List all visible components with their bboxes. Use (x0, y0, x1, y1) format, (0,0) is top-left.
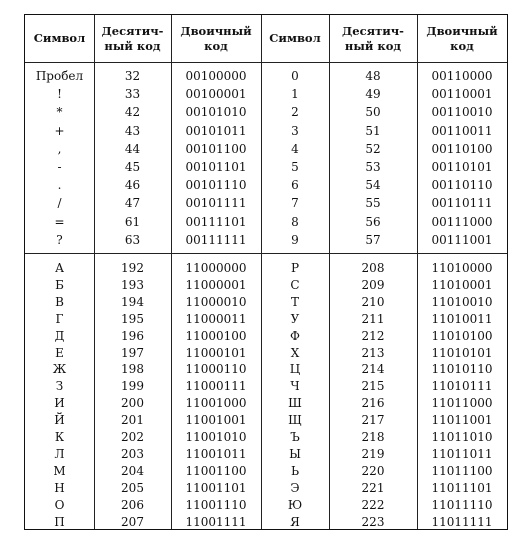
binary-cell: 11000100 (185, 328, 247, 343)
decimal-cell: 56 (365, 214, 381, 229)
binary-cell: 11001110 (185, 497, 247, 512)
symbol-cell: * (56, 105, 63, 120)
binary-cell: 11000011 (185, 311, 247, 326)
decimal-cell: 206 (121, 497, 144, 512)
decimal-cell: 44 (124, 141, 141, 156)
binary-cell: 00101110 (185, 178, 247, 193)
symbol-cell: Ю (287, 497, 303, 512)
binary-cell: 00110001 (431, 87, 493, 102)
symbol-cell: Д (54, 328, 65, 343)
table-header (25, 15, 507, 62)
symbol-cell: 8 (291, 214, 299, 229)
header-symbol: Символ (33, 31, 86, 45)
decimal-cell: 55 (365, 196, 381, 211)
decimal-cell: 199 (121, 379, 144, 394)
symbol-cell: ! (57, 87, 62, 102)
decimal-cell: 193 (121, 277, 144, 292)
symbol-cell: Ч (290, 379, 300, 394)
symbol-cell: О (54, 497, 65, 512)
decimal-cell: 194 (121, 294, 144, 309)
table-row (25, 464, 507, 479)
decimal-cell: 198 (121, 362, 144, 377)
table-row (25, 295, 507, 310)
decimal-cell: 212 (361, 328, 385, 343)
symbol-cell: Я (290, 514, 300, 529)
decimal-cell: 45 (124, 160, 141, 174)
table-row (25, 396, 507, 411)
binary-cell: 00110100 (431, 141, 493, 156)
decimal-cell: 46 (124, 178, 141, 193)
symbol-cell: 5 (291, 160, 299, 174)
binary-cell: 11001101 (185, 480, 247, 495)
table-row (25, 515, 507, 530)
decimal-cell: 201 (121, 413, 144, 428)
binary-cell: 11001100 (185, 463, 247, 478)
decimal-cell: 61 (124, 214, 141, 229)
header-decimal-code: Десятич- ный код (101, 23, 164, 53)
binary-cell: 11001010 (185, 430, 247, 444)
symbol-cell: У (290, 311, 300, 326)
decimal-cell: 43 (124, 123, 141, 138)
binary-cell: 11010000 (431, 261, 493, 275)
decimal-cell: 203 (121, 446, 144, 461)
decimal-cell: 205 (121, 480, 144, 495)
decimal-cell: 57 (365, 232, 381, 247)
decimal-cell: 51 (365, 123, 381, 138)
decimal-cell: 48 (365, 69, 381, 83)
symbol-cell: Й (54, 413, 65, 428)
symbol-cell: М (53, 463, 66, 478)
binary-cell: 11010011 (431, 311, 493, 326)
decimal-cell: 214 (361, 362, 385, 377)
binary-cell: 00111111 (185, 232, 247, 247)
symbol-cell: + (54, 123, 65, 138)
decimal-cell: 208 (361, 261, 385, 275)
table-row (25, 261, 507, 276)
decimal-cell: 200 (121, 396, 144, 411)
symbol-cell: Е (55, 345, 64, 360)
symbol-cell: 2 (291, 105, 299, 120)
binary-cell: 11010001 (431, 277, 493, 292)
decimal-cell: 32 (124, 69, 141, 83)
table-row (25, 233, 507, 248)
binary-cell: 00101100 (185, 141, 247, 156)
binary-cell: 00100001 (185, 87, 247, 102)
decimal-cell: 197 (121, 345, 144, 360)
decimal-cell: 215 (361, 379, 385, 394)
table-row (25, 215, 507, 230)
binary-cell: 00101011 (185, 123, 247, 138)
decimal-cell: 196 (121, 328, 144, 343)
binary-cell: 11011110 (431, 497, 493, 512)
symbol-cell: ? (56, 232, 63, 247)
binary-cell: 00110011 (431, 123, 493, 138)
decimal-cell: 222 (361, 497, 385, 512)
binary-cell: 11011100 (431, 463, 493, 478)
decimal-cell: 202 (121, 430, 144, 444)
binary-cell: 11000101 (185, 345, 247, 360)
table-row (25, 87, 507, 102)
symbol-cell: Пробел (35, 69, 84, 83)
table-row (25, 178, 507, 193)
symbol-cell: Ъ (290, 430, 300, 444)
decimal-cell: 192 (121, 261, 144, 275)
symbol-cell: С (290, 277, 300, 292)
binary-cell: 00101111 (185, 196, 247, 211)
symbol-cell: Г (55, 311, 64, 326)
decimal-cell: 221 (361, 480, 385, 495)
table-row (25, 160, 507, 175)
symbol-cell: З (55, 379, 64, 394)
binary-cell: 11010111 (431, 379, 493, 394)
table-row (25, 196, 507, 211)
decimal-cell: 218 (361, 430, 385, 444)
symbol-cell: Н (54, 480, 65, 495)
decimal-cell: 210 (361, 294, 385, 309)
decimal-cell: 47 (124, 196, 141, 211)
binary-cell: 11010110 (431, 362, 493, 377)
table-row (25, 312, 507, 327)
binary-cell: 11011000 (431, 396, 493, 411)
symbol-cell: 9 (291, 232, 299, 247)
binary-cell: 00110101 (431, 160, 493, 174)
decimal-cell: 223 (361, 514, 385, 529)
symbol-cell: Ь (290, 463, 300, 478)
section-divider (25, 253, 507, 254)
binary-cell: 11000110 (185, 362, 247, 377)
symbol-cell: К (54, 430, 65, 444)
binary-cell: 11001011 (185, 446, 247, 461)
table-row (25, 105, 507, 120)
decimal-cell: 209 (361, 277, 385, 292)
symbol-cell: Х (290, 345, 300, 360)
binary-cell: 11010101 (431, 345, 493, 360)
symbol-cell: Ы (289, 446, 301, 461)
table-row (25, 362, 507, 377)
binary-cell: 11011011 (431, 446, 493, 461)
table-row (25, 413, 507, 428)
decimal-cell: 220 (361, 463, 385, 478)
binary-cell: 00110000 (431, 69, 493, 83)
binary-cell: 11011111 (431, 514, 493, 529)
symbol-cell: И (54, 396, 65, 411)
symbol-cell: 0 (291, 69, 299, 83)
symbol-cell: Ц (289, 362, 301, 377)
header-divider (25, 62, 507, 63)
header-symbol: Символ (269, 31, 321, 45)
binary-cell: 00110111 (431, 196, 493, 211)
binary-cell: 00101010 (185, 105, 247, 120)
decimal-cell: 49 (365, 87, 381, 102)
decimal-cell: 54 (365, 178, 381, 193)
header-binary-code: Двоичный код (426, 23, 498, 53)
binary-cell: 11011101 (431, 480, 493, 495)
table-row (25, 69, 507, 84)
symbol-cell: 1 (291, 87, 299, 102)
table-row (25, 379, 507, 394)
header-binary-code: Двоичный код (180, 23, 252, 53)
binary-cell: 00111001 (431, 232, 493, 247)
symbol-cell: А (54, 261, 65, 275)
table-row (25, 481, 507, 496)
decimal-cell: 211 (361, 311, 385, 326)
binary-cell: 00110110 (431, 178, 493, 193)
binary-cell: 11001000 (185, 396, 247, 411)
symbol-cell: В (55, 294, 64, 309)
binary-cell: 11000000 (185, 261, 247, 275)
binary-cell: 00100000 (185, 69, 247, 83)
decimal-cell: 213 (361, 345, 385, 360)
symbol-cell: 6 (291, 178, 299, 193)
symbol-cell: 3 (291, 123, 299, 138)
symbol-cell: Ф (290, 328, 300, 343)
symbol-cell: П (54, 514, 65, 529)
symbol-cell: 7 (291, 196, 299, 211)
symbol-cell: Ш (288, 396, 302, 411)
binary-cell: 11011001 (431, 413, 493, 428)
binary-cell: 11001111 (185, 514, 247, 529)
symbol-cell: Т (290, 294, 299, 309)
decimal-cell: 63 (124, 232, 141, 247)
symbol-cell: Л (54, 446, 65, 461)
symbol-cell: Э (290, 480, 300, 495)
symbol-cell: Р (290, 261, 300, 275)
decimal-cell: 53 (365, 160, 381, 174)
header-decimal-code: Десятич- ный код (342, 23, 404, 53)
symbol-cell: - (57, 160, 62, 174)
symbol-cell: / (57, 196, 62, 211)
decimal-cell: 42 (124, 105, 141, 120)
table-row (25, 124, 507, 139)
table-row (25, 278, 507, 293)
binary-cell: 11011010 (431, 430, 493, 444)
binary-cell: 11010100 (431, 328, 493, 343)
binary-cell: 11000001 (185, 277, 247, 292)
binary-cell: 00111101 (185, 214, 247, 229)
symbol-cell: Ж (52, 362, 67, 377)
decimal-cell: 50 (365, 105, 381, 120)
table-row (25, 447, 507, 462)
binary-cell: 11001001 (185, 413, 247, 428)
decimal-cell: 195 (121, 311, 144, 326)
decimal-cell: 217 (361, 413, 385, 428)
symbol-cell: 4 (291, 141, 299, 156)
binary-cell: 11010010 (431, 294, 493, 309)
decimal-cell: 204 (121, 463, 144, 478)
character-code-table (24, 14, 508, 530)
table-row (25, 346, 507, 361)
binary-cell: 11000111 (185, 379, 247, 394)
symbol-cell: . (57, 178, 62, 193)
binary-cell: 00110010 (431, 105, 493, 120)
decimal-cell: 216 (361, 396, 385, 411)
binary-cell: 11000010 (185, 294, 247, 309)
table-row (25, 430, 507, 445)
decimal-cell: 52 (365, 141, 381, 156)
binary-cell: 00101101 (185, 160, 247, 174)
symbol-cell: Щ (288, 413, 302, 428)
symbol-cell: , (57, 141, 62, 156)
symbol-cell: = (54, 214, 65, 229)
decimal-cell: 33 (124, 87, 141, 102)
decimal-cell: 207 (121, 514, 144, 529)
symbol-cell: Б (55, 277, 64, 292)
table-row (25, 329, 507, 344)
table-row (25, 498, 507, 513)
table-row (25, 142, 507, 157)
binary-cell: 00111000 (431, 214, 493, 229)
decimal-cell: 219 (361, 446, 385, 461)
